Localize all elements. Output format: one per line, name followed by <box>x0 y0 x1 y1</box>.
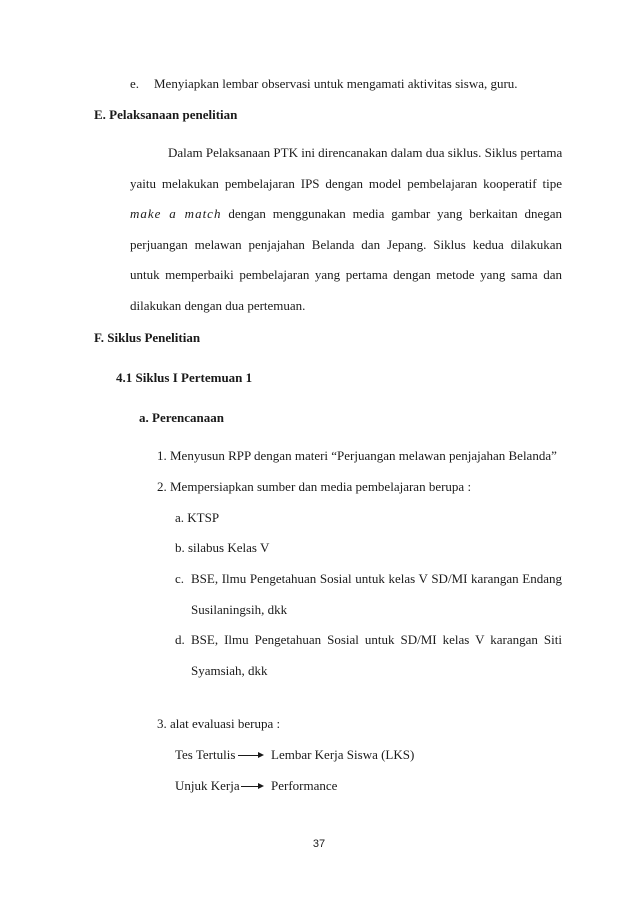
list-item-a: a. KTSP <box>175 510 220 525</box>
section-e-heading: E. Pelaksanaan penelitian <box>94 107 238 122</box>
observation-item-text: Menyiapkan lembar observasi untuk mengamati aktivitas siswa, guru. <box>154 76 518 91</box>
paragraph-line-4: perjuangan melawan penjajahan Belanda dan Jepang. Siklus kedua dilakukan <box>130 237 562 252</box>
list-item-c-line-1: BSE, Ilmu Pengetahuan Sosial untuk kelas V SD/MI karangan Endang <box>191 571 562 586</box>
list-marker-c: c. <box>175 571 185 586</box>
paragraph-line-5: untuk memperbaiki pembelajaran yang pertama dengan metode yang sama dan <box>130 267 562 282</box>
list-item-d-line-1: BSE, Ilmu Pengetahuan Sosial untuk SD/MI kelas V karangan Siti <box>191 632 562 647</box>
eval-performance-test: Unjuk Kerja <box>175 778 240 793</box>
paragraph-line-3-rest: dengan menggunakan media gambar yang berkaitan dnegan <box>228 206 563 221</box>
paragraph-line-1: Dalam Pelaksanaan PTK ini direncanakan dalam dua siklus. Siklus pertama <box>168 145 563 160</box>
arrow-icon <box>238 755 262 756</box>
eval-written-test: Tes Tertulis <box>175 747 236 762</box>
eval-worksheet: Lembar Kerja Siswa (LKS) <box>271 747 415 762</box>
list-item-1: 1. Menyusun RPP dengan materi “Perjuangan melawan penjajahan Belanda” <box>157 448 557 463</box>
eval-performance: Performance <box>271 778 338 793</box>
page-number: 37 <box>312 838 326 850</box>
paragraph-line-3 <box>130 206 562 222</box>
list-item-b: b. silabus Kelas V <box>175 540 270 555</box>
paragraph-line-2: yaitu melakukan pembelajaran IPS dengan model pembelajaran kooperatif tipe <box>130 176 562 191</box>
list-marker-d: d. <box>175 632 185 647</box>
list-item-d-line-2: Syamsiah, dkk <box>191 663 268 678</box>
arrow-icon <box>241 786 262 787</box>
list-item-3: 3. alat evaluasi berupa : <box>157 716 281 731</box>
subsection-4-1-heading: 4.1 Siklus I Pertemuan 1 <box>116 370 253 385</box>
list-marker-e: e. <box>130 76 140 91</box>
list-item-2: 2. Mempersiapkan sumber dan media pembelajaran berupa : <box>157 479 472 494</box>
italic-term: make a match <box>130 206 222 221</box>
subsection-a-heading: a. Perencanaan <box>139 410 224 425</box>
section-f-heading: F. Siklus Penelitian <box>94 330 201 345</box>
paragraph-line-6: dilakukan dengan dua pertemuan. <box>130 298 306 313</box>
list-item-c-line-2: Susilaningsih, dkk <box>191 602 288 617</box>
